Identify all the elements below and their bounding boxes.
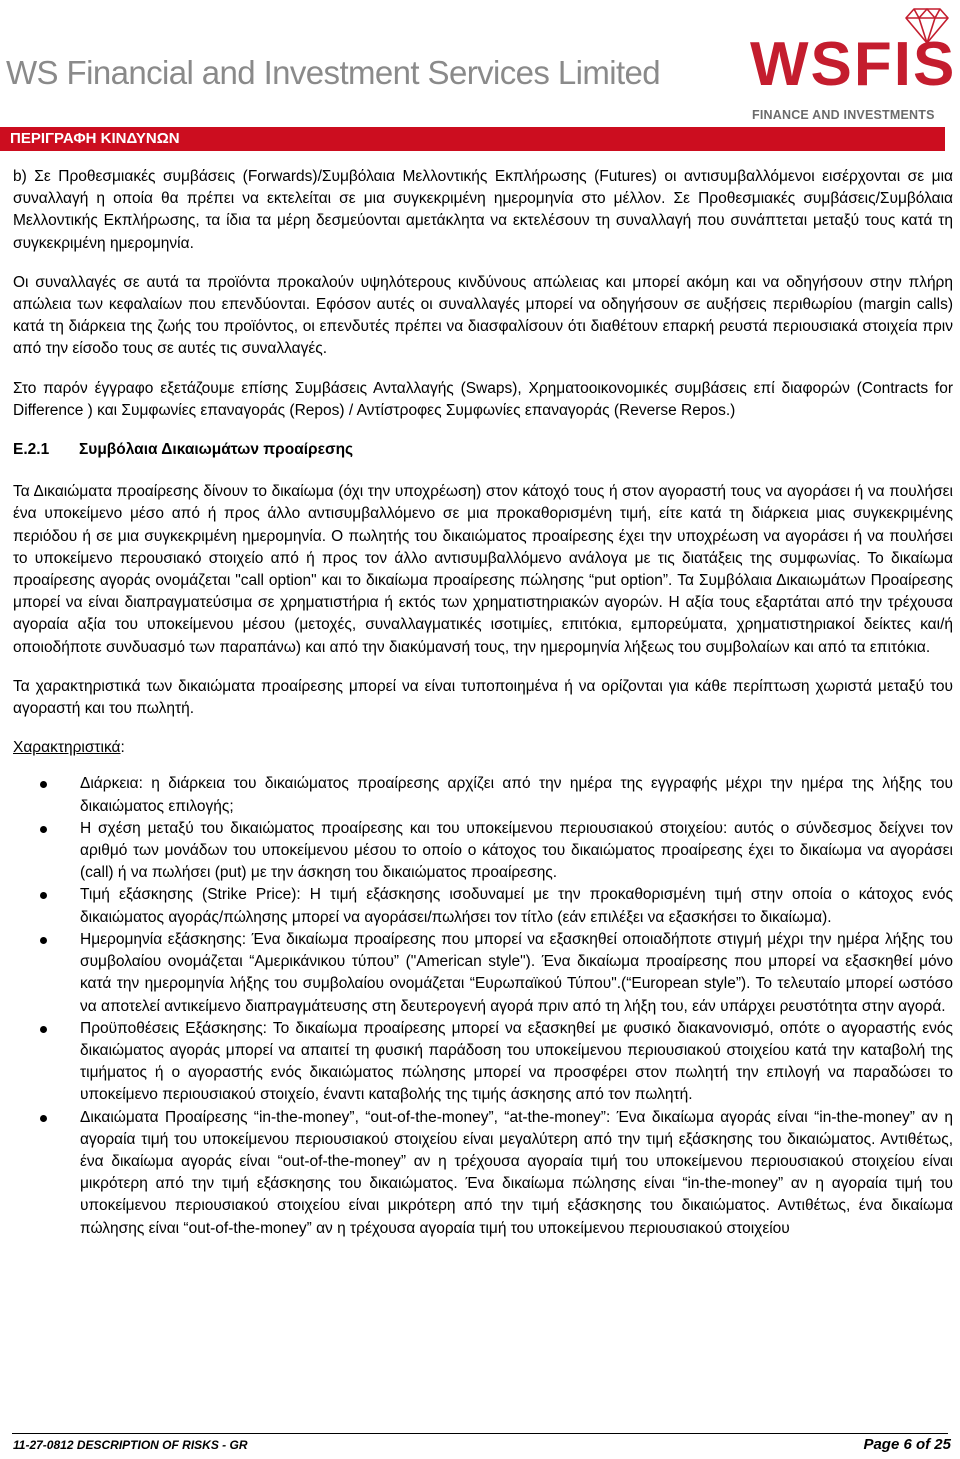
bullet-icon [40,937,47,944]
logo-tagline: FINANCE AND INVESTMENTS [752,108,935,122]
features-heading [13,737,953,759]
list-item [13,1018,953,1107]
company-logo [750,6,956,126]
bullet-icon [40,1026,47,1033]
list-item-text: Προϋποθέσεις Εξάσκησης: Το δικαίωμα προαίρεσης μπορεί να εξασκηθεί με φυσικό διακανονισμό, οπότε ο αγοραστής ενός δικαιώματος αγοράς μπορεί να απαιτεί τη φυσική παράδοση του υποκείμενου περιουσιακού στοιχείου κατά την καταβολή της τιμήματος ή ο αγοραστής ενός δικαιώματος πώλησης μπορεί να προσφέρει στον πωλητή την επιλογή να παραδώσει το υποκείμενο περιουσιακού στοιχείο, έναντι καταβολής της τιμής άσκησης από τον πωλητή. [80,1019,953,1104]
company-name: WS Financial and Investment Services Limited [6,54,661,91]
paragraph-options: Τα Δικαιώματα προαίρεσης δίνουν το δικαίωμα (όχι την υποχρέωση) στον κάτοχό τους ή στον αγοραστή τους να αγοράσει ή να πουλήσει ένα υποκείμενο μέσο από ή προς άλλο αντισυμβαλλόμενο σε μια προκαθορισμένη τιμή, είτε κατά τη διάρκεια μιας συγκεκριμένης περιόδου ή σε μια συγκεκριμένη ημερομηνία. Ο πωλητής του δικαιώματος προαίρεσης έχει την υποχρέωση να αγοράσει ή να πουλήσει το υποκείμενο περουσιακό στοιχείο από ή προς τον άλλο αντισυμβαλλόμενο ανάλογα με τις διατάξεις της συμφωνίας. Το δικαίωμα προαίρεσης αγοράς ονομάζεται "call option" και το δικαίωμα προαίρεσης πώλησης “put option”. Τα Συμβόλαια Δικαιωμάτων Προαίρεσης μπορεί να είναι διαπραγματεύσιμα σε χρηματιστήρια ή εκτός των χρηματιστηριακών αγορών. Η αξία τους εξαρτάται από την τρέχουσα αγοραία αξία του υποκείμενου μέσου (μετοχές, συναλλαγματικές ισοτιμίες, επιτόκια, εμπορεύματα, χρηματιστηριακοί δείκτες και/ή οποιοδήποτε συνδυασμό των παραπάνω) και από την διακύμανσή τους, την ημερομηνία λήξεως του συμβολαίων και από τα επιτόκια. [13,483,953,656]
list-item [13,929,953,1018]
features-colon: : [120,739,125,757]
features-label: Χαρακτηριστικά [13,739,121,757]
list-item-text: Η σχέση μεταξύ του δικαιώματος προαίρεσης και του υποκείμενου περιουσιακού στοιχείου: αυτός ο σύνδεσμος δείχνει τον αριθμό των μονάδων του υποκείμενου μέσου το οποίο ο κάτοχος του δικαιώματος προαίρεσης έχει το δικαίωμα να αγοράσει (call) ή να πωλήσει (put) με την άσκηση του δικαιώματος προαίρεσης. [80,819,953,882]
footer-divider [12,1433,948,1434]
bullet-icon [40,892,47,899]
list-item-text: Δικαιώματα Προαίρεσης “in-the-money”, “out-of-the-money”, “at-the-money”: Ένα δικαίωμα αγοράς είναι “in-the-money” αν η αγοραία τιμή του υποκείμενου περιουσιακού στοιχείου είναι μεγαλύτερη από την τιμή εξάσκησης του δικαιώματος. Αντιθέτως, ένα δικαίωμα αγοράς είναι “out-of-the-money” αν η τρέχουσα αγοραία τιμή του υποκείμενου περιουσιακού στοιχείου είναι μικρότερη από την τιμή εξάσκησης του δικαιώματος. Ένα δικαίωμα πώλησης είναι “in-the-money” αν η αγοραία τιμή του υποκείμενου περιουσιακού στοιχείου είναι μικρότερη από την τιμή εξάσκησης του δικαιώματος. Αντιθέτως, ένα δικαίωμα πώλησης είναι “out-of-the-money” αν η τρέχουσα αγοραία τιμή του υποκείμενου περιουσιακού στοιχείου [80,1108,953,1237]
list-item [13,1107,953,1240]
paragraph-risk: Οι συναλλαγές σε αυτά τα προϊόντα προκαλούν υψηλότερους κινδύνους απώλειας και μπορεί ακόμη και να οδηγήσουν στην πλήρη απώλεια των κεφαλαίων που επενδύονται. Εφόσον αυτές οι συναλλαγές μπορεί να οδηγήσουν σε αυξήσεις περιθωρίου (margin calls) κατά τη διάρκεια της ζωής του προϊόντος, οι επενδυτές πρέπει να διασφαλίσουν ότι διαθέτουν επαρκή ρευστά περιουσιακά στοιχεία πριν από την είσοδο τους σε αυτές τις συναλλαγές. [13,273,953,358]
footer-page-number: Page 6 of 25 [863,1436,951,1453]
logo-wordmark: WSFIS [750,30,957,99]
paragraph-characteristics: Τα χαρακτηριστικά των δικαιώματα προαίρεσης μπορεί να είναι τυποποιημένα ή να ορίζονται για κάθε περίπτωση χωριστά μεταξύ του αγοραστή και του πωλητή. [13,677,953,718]
footer-document-ref: 11-27-0812 DESCRIPTION OF RISKS - GR [13,1438,248,1452]
list-item [13,773,953,817]
list-item-text: Διάρκεια: η διάρκεια του δικαιώματος προαίρεσης αρχίζει από την ημέρα της εγγραφής μέχρι την ημέρα της λήξης του δικαιώματος επιλογής; [80,775,953,815]
section-title-bar: ΠΕΡΙΓΡΑΦΗ ΚΙΝΔΥΝΩΝ [0,127,945,151]
bullet-icon [40,781,47,788]
subsection-number: E.2.1 [13,441,50,459]
list-item-text: Ημερομηνία εξάσκησης: Ένα δικαίωμα προαίρεσης που μπορεί να εξασκηθεί οποιαδήποτε στιγμή μέχρι την ημέρα λήξης του συμβολαίου ονομάζεται “Αμερικάνικου τύπου” ("American style"). Ένα δικαίωμα προαίρεσης που μπορεί να εξασκηθεί μόνο κατά την ημερομηνία λήξης του συμβολαίου ονομάζεται “Ευρωπαϊκού Τύπου".(“European style”). Το τελευταίο μπορεί ωστόσο να αποτελεί αντικείμενο διαπραγμάτευσης στη δευτερογενή αγορά πριν από τη λήξη του, εάν υπάρχει ρευστότητα στην αγορά. [80,930,953,1015]
bullet-icon [40,826,47,833]
paragraph-futures: b) Σε Προθεσμιακές συμβάσεις (Forwards)/Συμβόλαια Μελλοντικής Εκπλήρωσης (Futures) οι αντισυμβαλλόμενοι εισέρχονται σε μια συναλλαγή η οποία θα πρέπει να εκτελείται σε μια συγκεκριμένη ημερομηνία στο μέλλον. Σε Προθεσμιακές συμβάσεις/Συμβόλαια Μελλοντικής Εκπλήρωσης, τα ίδια τα μέρη δεσμεύονται αμετάκλητα να εκτελέσουν τη συναλλαγή που συνάπτεται μεταξύ τους κατά τη συγκεκριμένη ημερομηνία. [13,168,953,252]
features-list [13,773,953,1239]
list-item [13,818,953,885]
list-item [13,884,953,928]
subsection-title: Συμβόλαια Δικαιωμάτων προαίρεσης [79,441,354,459]
bullet-icon [40,1115,47,1122]
list-item-text: Τιμή εξάσκησης (Strike Price): Η τιμή εξάσκησης ισοδυναμεί με την προκαθορισμένη τιμή στην οποία ο κάτοχος ενός δικαιώματος αγοράς/πώλησης μπορεί να αγοράσει/πωλήσει τον τίτλο (εάν επιλέξει να εξασκήσει το δικαίωμα). [80,886,953,926]
paragraph-swaps: Στο παρόν έγγραφο εξετάζουμε επίσης Συμβάσεις Ανταλλαγής (Swaps), Χρηματοοικονομικές συμβάσεις επί διαφορών (Contracts for Difference ) και Συμφωνίες επαναγοράς (Repos) / Αντίστροφες Συμφωνίες επαναγοράς (Reverse Repos.) [13,379,953,419]
subsection-heading [13,439,953,461]
document-body [13,166,953,1240]
